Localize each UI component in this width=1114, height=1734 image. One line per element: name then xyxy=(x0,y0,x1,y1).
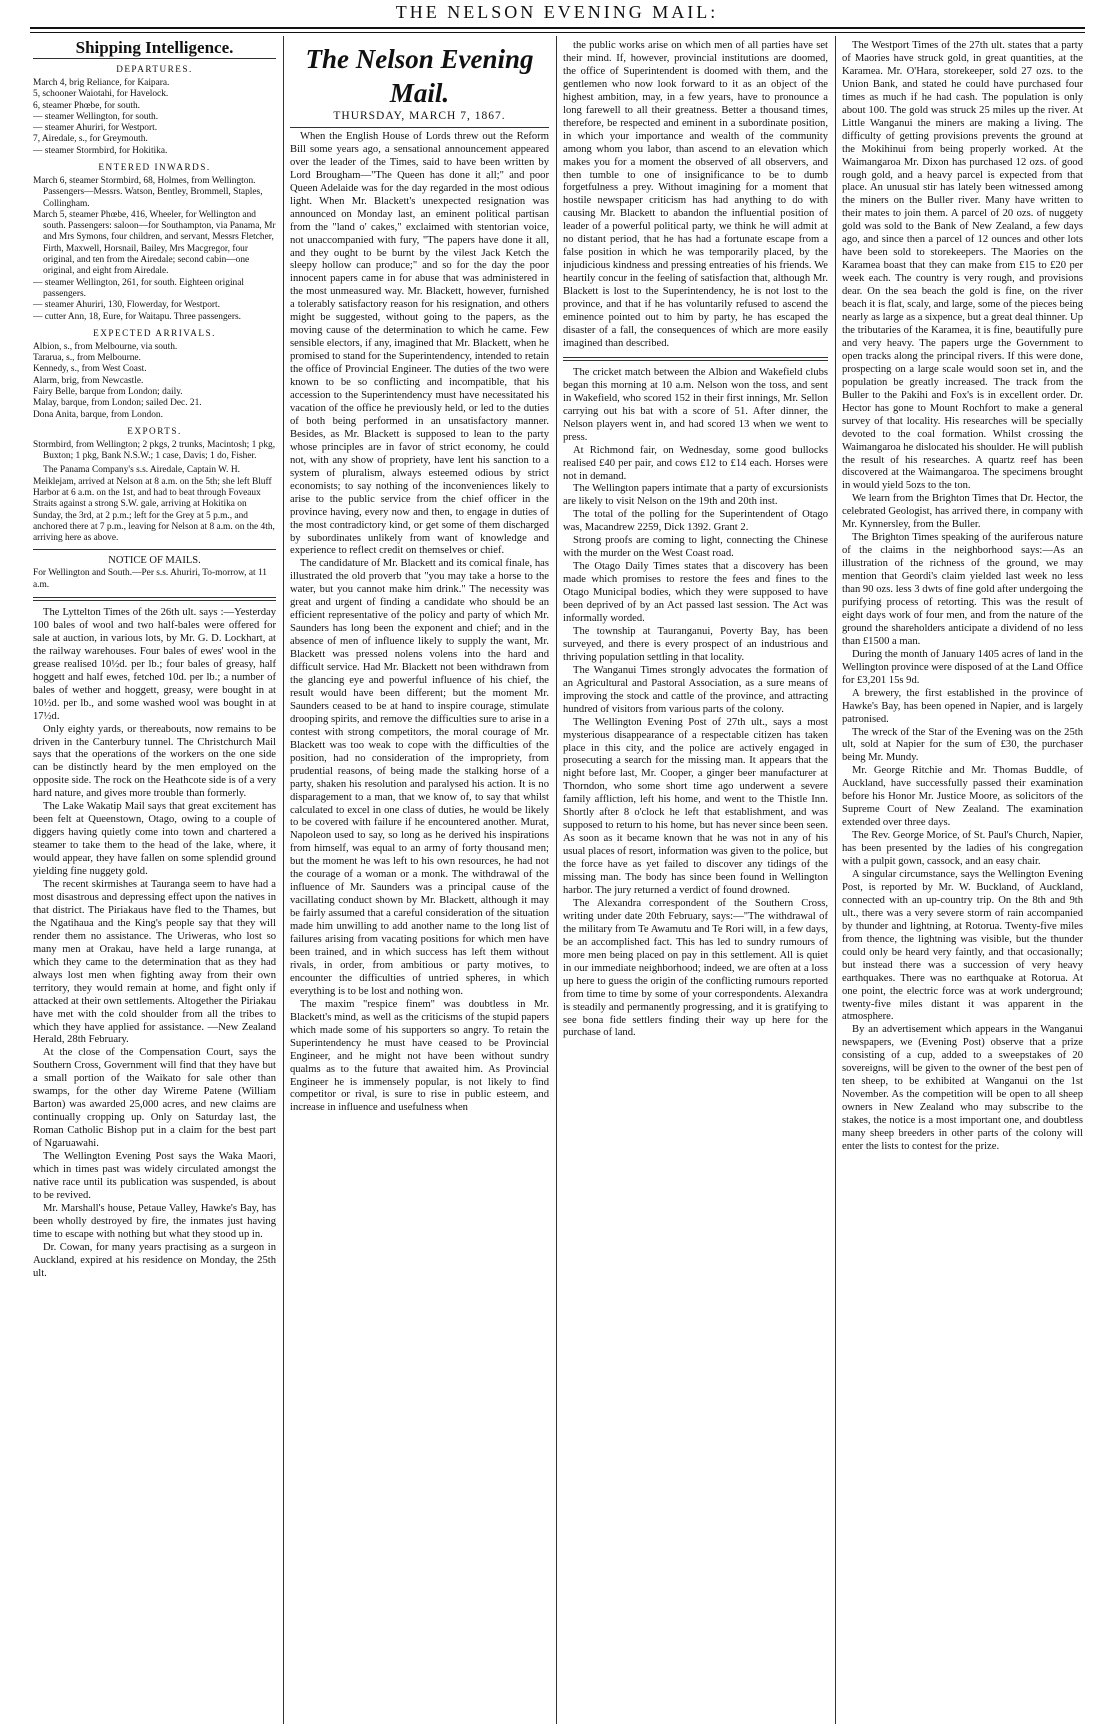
leader-article xyxy=(290,131,549,1115)
news-items xyxy=(563,367,828,1041)
news-paragraph: We learn from the Brighton Times that Dr. Hector, the celebrated Geologist, has arrived there, in company with Mr. Kynnersley, from the Buller. xyxy=(842,493,1083,531)
paper-date: THURSDAY, MARCH 7, 1867. xyxy=(290,110,549,128)
shipping-title: Shipping Intelligence. xyxy=(33,42,276,59)
entered-entry: March 5, steamer Phœbe, 416, Wheeler, for Wellington and south. Passengers: saloon—for Southampton, via Panama, Mr and Mrs Symons, four children, and servant, Messrs Fletcher, Firth, Maxwell, Horsnail, Bailey, Mrs Macgregor, four original, and ten from the Airedale; second cabin—one original, and eight from Airedale. xyxy=(33,209,276,277)
news-paragraph: The wreck of the Star of the Evening was on the 25th ult, sold at Napier for the sum of £30, the purchaser being Mr. Mundy. xyxy=(842,726,1083,764)
leader-paragraph: When the English House of Lords threw out the Reform Bill some years ago, a sensational announcement appeared over the leader of the Times, said to have been written by Lord Brougham—"The Queen has done it all;" and poor Queen Adelaide was for the day regarded in the most odious light. When Mr. Blackett's unexpected resignation was announced on Monday last, an eminent political partisan from the "land o' cakes," exclaimed with stentorian voice, not unaccompanied with fury, "The papers have done it all, and they ought to be burnt by the vilest Jack Ketch the sleepy hollow can produce;" and so for the day the poor innocent papers came in for abuse that was administered in the most unmeasured way. Mr. Blackett, however, furnished a tolerably satisfactory reason for his resignation, and others might be suggested, without going to the papers, as the moving cause of the determination to which he came. Few sensible electors, if any, imagined that Mr. Blackett, when he promised to stand for the Superintendency, intended to retain the office of Provincial Engineer. The duties of the two were known to be so conflicting and incompatible, that his accession to the Superintendency must have necessitated his vacation of the office he previously held, or led to the duties of both being performed in an unsatisfactory manner. Besides, as Mr. Blackett is supposed to lean to the party whose principles are in favor of strict economy, he could not, with any show of propriety, have lent his sanction to a system of pluralism, always esteemed odious by strict economists; to say nothing of the inconveniences likely to arise to the public service from the chief officer in the province having, every now and then, to engage in duties of the most contradictory kind, or get some of them discharged by subordinates unlikely from want of knowledge and experience to reflect credit on themselves or chief. xyxy=(290,130,549,557)
news-paragraph: The Alexandra correspondent of the Southern Cross, writing under date 20th February, says:—"The withdrawal of the military from Te Awamutu and Te Rori will, in a few days, be an accomplished fact. This has led to sundry rumours of more men being placed on pay in this settlement. All is quiet in our immediate neighborhood; indeed, we are often at a loss up here to guess the origin of the conflicting rumours reported from time to time by some of your correspondents. Alexandra is steadily and permanently progressing, and it is gratifying to see bona fide settlers finding their way up here for the purchase of land. xyxy=(563,897,828,1039)
news-paragraph: The Rev. George Morice, of St. Paul's Church, Napier, has been presented by the ladies of his congregation with a pulpit gown, cassock, and an easy chair. xyxy=(842,830,1083,868)
news-paragraph: The cricket match between the Albion and Wakefield clubs began this morning at 10 a.m. Nelson won the toss, and sent in Wakefield, who scored 152 in their first innings, Mr. Sellon carrying out his bat with a score of 51. After dinner, the Nelson players went in, and had scored 13 when we went to press. xyxy=(563,366,828,443)
masthead-rule xyxy=(30,27,1085,29)
news-paragraph: The Westport Times of the 27th ult. states that a party of Maories have struck gold, in great quantities, at the Karamea. Mr. O'Hara, storekeeper, sold 27 ozs. to the Union Bank, and stated he could have purchased four times as much if he had cash. The population is only about 100. The gold was struck 25 miles up the river. At Little Wanganui the miners are making a living. The difficulty of getting provisions prevents the ground at the Mokihinui from being properly worked. At the Waimangaroa Mr. Dixon has purchased 12 ozs. of good rough gold, and a heavy parcel is expected from that place. An unusual stir has lately been witnessed among the miners on the Buller river. Many have written to their mates to join them. A parcel of 20 ozs. of nuggety gold was sold to the Bank of New Zealand, a few days ago, and since then a parcel of 12 ounces and other lots have been sold to storekeepers. The Maories on the Karamea boast that they can make from £15 to £20 per week each. The country is very rough, and provisions dear. On the sea beach the gold is fine, on the river beach it is flat, scaly, and large, some of the pieces being nearly as large as a sixpence, but a great deal thinner. Up the tributaries of the Karamea, it is fine, beautifully pure and very heavy. The papers urge the Government to open tracks along the principal rivers. If this were done, prospecting on a large scale would soon set in, and the population be greatly increased. The track from the Buller to the Pakihi and Fox's is in excellent order. Dr. Hector has gone to Mount Rochfort to make a general survey of that locality. His researches will be specially devoted to the coal formation. Whilst crossing the Waimangaroa he dislocated his shoulder. He will publish the result of his researches. A quartz reef has been discovered at the Waimangaroa. The specimens brought in would yield 5ozs to the ton. xyxy=(842,40,1083,492)
news-paragraph: The Lake Wakatip Mail says that great excitement has been felt at Queenstown, Otago, owing to a couple of diggers having quietly come into town and chartered a steamer to take them to the head of the lake, where, it would appear, they have fallen on some splendid ground yielding fine nuggety gold. xyxy=(33,801,276,878)
entered-list xyxy=(33,176,276,323)
leader-paragraph: The candidature of Mr. Blackett and its comical finale, has illustrated the old proverb that "you may take a horse to the water, but you cannot make him drink." The necessity was great and urgent of finding a candidate who should be an efficient representative of the policy and party of which Mr. Saunders has long been the exponent and chief; and in the absence of men of influence likely to supply the want, Mr. Blackett was pressed nolens volens into the hard and difficult service. Had Mr. Blackett not been withdrawn from the glancing eye and powerful influence of his chief, the result would have been different; but the moment Mr. Saunders ceased to be at hand to inspire courage, stimulate drooping spirits, and remove the difficulties sure to arise in a contest with strong competitors, the moral courage of Mr. Blackett was too weak to cope with the difficulties of the position, had no consideration of the impropriety, from prudential reasons, of being made the stalking horse of a party, shaken his resolution and paralysed his action. It is no disparagement to a man, that we know of, to say that whilst calculated to excel in one class of duties, he would be likely to be covered with failure if he encountered another. Murat, Napoleon used to say, so long as he derived his inspirations from himself, was equal to an army of forty thousand men; but the moment he was left to his own resources, he had not the courage of a woman or a monk. The withdrawal of the influence of Mr. Saunders was a principal cause of the vacillating conduct shown by Mr. Blackett, although it may be fairly assumed that a careful consideration of the situation made him unwilling to add another name to the long list of failures arising from vacating positions for which men have been trained, and in which success has left them without rivals, in order, from ambitious or party motives, to encounter the difficulties of untried spheres, in which everything is to be lost and nothing won. xyxy=(290,558,549,997)
expected-entry: Tararua, s., from Melbourne. xyxy=(33,353,141,364)
news-paragraph: A brewery, the first established in the province of Hawke's Bay, has been opened in Napier, and is largely patronised. xyxy=(842,687,1083,725)
news-paragraph: The Otago Daily Times states that a discovery has been made which promises to restore the fees and fines to the Otago Municipal bodies, which they were supposed to have been deprived of by an Act passed last session. The Act was informally worded. xyxy=(563,561,828,624)
leader-paragraph: The maxim "respice finem" was doubtless in Mr. Blackett's mind, as well as the criticisms of the stupid papers which made some of his supporters so angry. To retain the Superintendency he must have ceased to be Provincial Engineer, and he might not have been without sundry qualms as to the future that awaited him. As Provincial Engineer he is immensely popular, is not likely to find competitor or rival, is sure to rise in public esteem, and increase in influence and usefulness when xyxy=(290,998,549,1114)
departures-heading: DEPARTURES. xyxy=(116,63,193,74)
news-paragraph: The total of the polling for the Superintendent of Otago was, Macandrew 2259, Dick 1392. Grant 2. xyxy=(563,509,828,534)
masthead: THE NELSON EVENING MAIL: xyxy=(395,2,719,22)
exports-heading: EXPORTS. xyxy=(127,425,182,436)
departure-entry: 6, steamer Phœbe, for south. xyxy=(33,100,141,111)
news-items xyxy=(33,607,276,1281)
mails-heading: NOTICE OF MAILS. xyxy=(108,555,201,567)
divider xyxy=(33,597,276,601)
news-paragraph: By an advertisement which appears in the Wanganui newspapers, we (Evening Post) observe that a prize consisting of a cup, added to a sweepstakes of 20 sovereigns, will be given to the owner of the best pen of ten sheep, to be exhibited at Wanganui on the 1st November. As the competition will be open to all sheep owners in New Zealand who may subscribe to the stakes, the notice is a most important one, and doubtless many sheep breeders in other parts of the colony will enter the lists to contest for the prize. xyxy=(842,1024,1083,1153)
expected-entry: Malay, barque, from London; sailed Dec. 21. xyxy=(33,398,202,409)
column-news xyxy=(563,40,828,1726)
expected-entry: Dona Anita, barque, from London. xyxy=(33,409,163,420)
column-shipping xyxy=(33,40,276,1726)
entered-entry: — steamer Wellington, 261, for south. Eighteen original passengers. xyxy=(33,277,245,299)
departure-entry: 5, schooner Waiotahi, for Havelock. xyxy=(33,89,169,100)
news-paragraph: The Lyttelton Times of the 26th ult. says :—Yesterday 100 bales of wool and two half-bales were offered for sale at auction, in various lots, by Mr. G. D. Lockhart, at the railway warehouses. Four bales of ewes' wool in the grease realised 10½d. per lb.; four bales of greasy, half hoggett and half ewes, fetched 10d. per lb.; a number of bales of wether and hoggett, greasy, were bought in at 10½d. per lb., and some washed wool was bought in at 17½d. xyxy=(33,607,276,722)
news-paragraph: Dr. Cowan, for many years practising as a surgeon in Auckland, expired at his residence on Monday, the 25th ult. xyxy=(33,1241,276,1279)
news-paragraph: The Brighton Times speaking of the auriferous nature of the claims in the neighborhood says:—As an illustration of the richness of the ground, we may mention that Geordi's claim yielded last week no less than 90 ozs. less 3 dwts of fine gold after undergoing the purifying process of retorting. This was the result of eight days work of four men, and from the nature of the ground the shareholders anticipate a dividend of no less than £1500 a man. xyxy=(842,532,1083,647)
divider xyxy=(33,549,276,550)
news-paragraph: At Richmond fair, on Wednesday, some good bullocks realised £40 per pair, and cows £12 to £14 each. Horses were not in demand. xyxy=(563,444,828,482)
expected-list xyxy=(33,342,276,421)
mails-text: For Wellington and South.—Per s.s. Ahuriri, To-morrow, at 11 a.m. xyxy=(33,568,267,590)
news-items xyxy=(842,40,1083,1154)
news-paragraph: During the month of January 1405 acres of land in the Wellington province were disposed of at the Land Office for £3,201 15s 9d. xyxy=(842,648,1083,686)
expected-entry: Fairy Belle, barque from London; daily. xyxy=(33,386,183,397)
paper-title: The Nelson Evening Mail. xyxy=(305,44,534,108)
column-divider xyxy=(835,36,836,1724)
airedale-notice: The Panama Company's s.s. Airedale, Captain W. H. Meiklejam, arrived at Nelson at 8 a.m. on the 5th; she left Bluff Harbor at 6 a.m. on the 1st, and had to beat through Foveaux Straits against a strong S.W. gale, arriving at Hokitika on Sunday, the 3rd, at 2 p.m.; left for the Grey at 5 p.m., and anchored there at 7 p.m., leaving for Nelson at 8 a.m. on the 4th, arriving here as above. xyxy=(33,465,275,544)
news-paragraph: The Wellington Evening Post says the Waka Maori, which in times past was widely circulated amongst the native race until its publication was suspended, is about to be revived. xyxy=(33,1151,276,1201)
news-paragraph: A singular circumstance, says the Wellington Evening Post, is reported by Mr. W. Buckland, of Auckland, connected with an up-country trip. On the 8th and 9th ult., there was a very severe storm of rain accompanied by thunder and lightning, at Rotorua. Twenty-five miles from thence, the lightning was visible, but the thunder could only be heard very faintly, and that occasionally; but instead there was a succession of very heavy earthquakes. There was no earthquake at Rotorua. At one point, the electric force was at work underground; twenty-five miles distant it was apparent in the atmosphere. xyxy=(842,869,1083,1023)
expected-entry: Alarm, brig, from Newcastle. xyxy=(33,375,144,386)
divider xyxy=(563,357,828,361)
entered-heading: ENTERED INWARDS. xyxy=(98,161,211,172)
expected-entry: Kennedy, s., from West Coast. xyxy=(33,364,147,375)
departure-entry: March 4, brig Reliance, for Kaipara. xyxy=(33,77,170,88)
news-paragraph: Mr. George Ritchie and Mr. Thomas Buddle, of Auckland, have successfully passed their examination before his Honor Mr. Justice Moore, as solicitors of the Supreme Court of New Zealand. The examination extended over three days. xyxy=(842,765,1083,829)
column-divider xyxy=(556,36,557,1724)
expected-heading: EXPECTED ARRIVALS. xyxy=(93,327,216,338)
news-paragraph: The Wellington papers intimate that a party of excursionists are likely to visit Nelson on the 19th and 20th inst. xyxy=(563,483,828,508)
news-paragraph: Only eighty yards, or thereabouts, now remains to be driven in the Canterbury tunnel. The Christchurch Mail says that the operations of the workers on the one side can be distinctly heard by the men employed on the opposite side. The rock on the Heathcote side is of a very hard nature, and gives more trouble than formerly. xyxy=(33,723,276,800)
news-paragraph: Mr. Marshall's house, Petaue Valley, Hawke's Bay, has been wholly destroyed by fire, the inmates just having time to escape with nothing but what they stood up in. xyxy=(33,1202,276,1240)
departures-list xyxy=(33,78,276,157)
entered-entry: March 6, steamer Stormbird, 68, Holmes, from Wellington. Passengers—Messrs. Watson, Bentley, Brommell, Staples, Collingham. xyxy=(33,175,263,209)
departure-entry: — steamer Ahuriri, for Westport. xyxy=(33,123,158,134)
exports-text: Stormbird, from Wellington; 2 pkgs, 2 trunks, Macintosh; 1 pkg, Buxton; 1 pkg, Bank N.S.W.; 1 case, Davis; 1 do, Fisher. xyxy=(33,439,276,462)
column-divider xyxy=(283,36,284,1724)
news-paragraph: At the close of the Compensation Court, says the Southern Cross, Government will find that they have but a small portion of the Waikato for sale other than swamps, for the other day Wireme Patene (William Barton) was awarded 25,000 acres, and new claims are continually cropping up. Only on Saturday last, the Roman Catholic Bishop put in a claim for the best part of Ngaruawahi. xyxy=(33,1047,276,1150)
departure-entry: — steamer Stormbird, for Hokitika. xyxy=(33,145,168,156)
leader-article-continued xyxy=(563,40,828,351)
news-paragraph: The township at Tauranganui, Poverty Bay, has been surveyed, and there is every prospect of an industrious and thriving population settling in that locality. xyxy=(563,625,828,663)
entered-entry: — cutter Ann, 18, Eure, for Waitapu. Three passengers. xyxy=(33,311,241,322)
leader-paragraph: the public works arise on which men of all parties have set their mind. If, however, provincial institutions are doomed, the office of Superintendent is doomed with them, and the gentlemen who now look forward to it as an object of the highest ambition, may, in a few years, have to pronounce a long farewell to all their greatness. Better a thousand times, therefore, be respected and eminent in a subordinate position, in which your importance and wealth of the community among whom you labor, than ascend to an elevation which makes you for a moment the observed of all observers, and then tumble to one of insignificance to be to dumb forgetfulness a prey. Without imagining for a moment that hostile newspaper criticism has had anything to do with causing Mr. Blackett to abandon the influential position of leader of a powerful political party, we think he will admit at no distant period, that he has had a fortunate escape from a false position in which he was temporarily placed, by the injudicious kindness and pressing entreaties of his friends. We heartily concur in the feeling of satisfaction that, although Mr. Blackett is lost to the Superintendency, he is not lost to the province, and that if he has voluntarily refused to ascend the eminence pointed out to him by party, he has escaped the disaster of a fall, the consequences of which are more easily imagined than described. xyxy=(563,40,828,349)
news-paragraph: The Wellington Evening Post of 27th ult., says a most mysterious disappearance of a respectable citizen has taken place in this city, and the police are actively engaged in prosecuting a search for the missing man. It appears that the night before last, Mr. Cooper, a ginger beer manufacturer at Thorndon, who some short time ago underwent a severe family affliction, left his home, and went to the Thistle Inn. Shortly after 8 o'clock he left that establishment, and was supposed to return to his home, but has never since been seen. As soon as it became known that he was not in any of his usual places of resort, information was given to the police, but the force have as yet failed to discover any tidings of the missing man. The body has since been found in Wellington harbor. The jury returned a verdict of found drowned. xyxy=(563,716,828,896)
masthead-rule-thin xyxy=(30,32,1085,33)
column-news-right xyxy=(842,40,1083,1726)
news-paragraph: The recent skirmishes at Tauranga seem to have had a most disastrous and depressing effect upon the natives in that district. The Piriakaus have fled to the Thames, but the Ngatihaua and the King's people say that they will render them no assistance. The Uriweras, who lost so many men at Orakau, have held a large runanga, at which they came to the determination that as they had always lost men when fighting away from their own territory, they would remain at home, and fight only if attacked at their own settlements. Altogether the Piriakau have met with the cold shoulder from all the tribes to which they have applied for assistance. —New Zealand Herald, 28th February. xyxy=(33,879,276,1046)
news-paragraph: Strong proofs are coming to light, connecting the Chinese with the murder on the West Coast road. xyxy=(563,535,828,560)
column-leader xyxy=(290,40,549,1726)
entered-entry: — steamer Ahuriri, 130, Flowerday, for Westport. xyxy=(33,300,220,311)
expected-entry: Albion, s., from Melbourne, via south. xyxy=(33,341,178,352)
departure-entry: 7, Airedale, s., for Greymouth. xyxy=(33,134,148,145)
news-paragraph: The Wanganui Times strongly advocates the formation of an Agricultural and Pastoral Association, as a sure means of improving the stock and cattle of the province, and attracting hundred of visitors from various parts of the colony. xyxy=(563,664,828,715)
departure-entry: — steamer Wellington, for south. xyxy=(33,111,159,122)
